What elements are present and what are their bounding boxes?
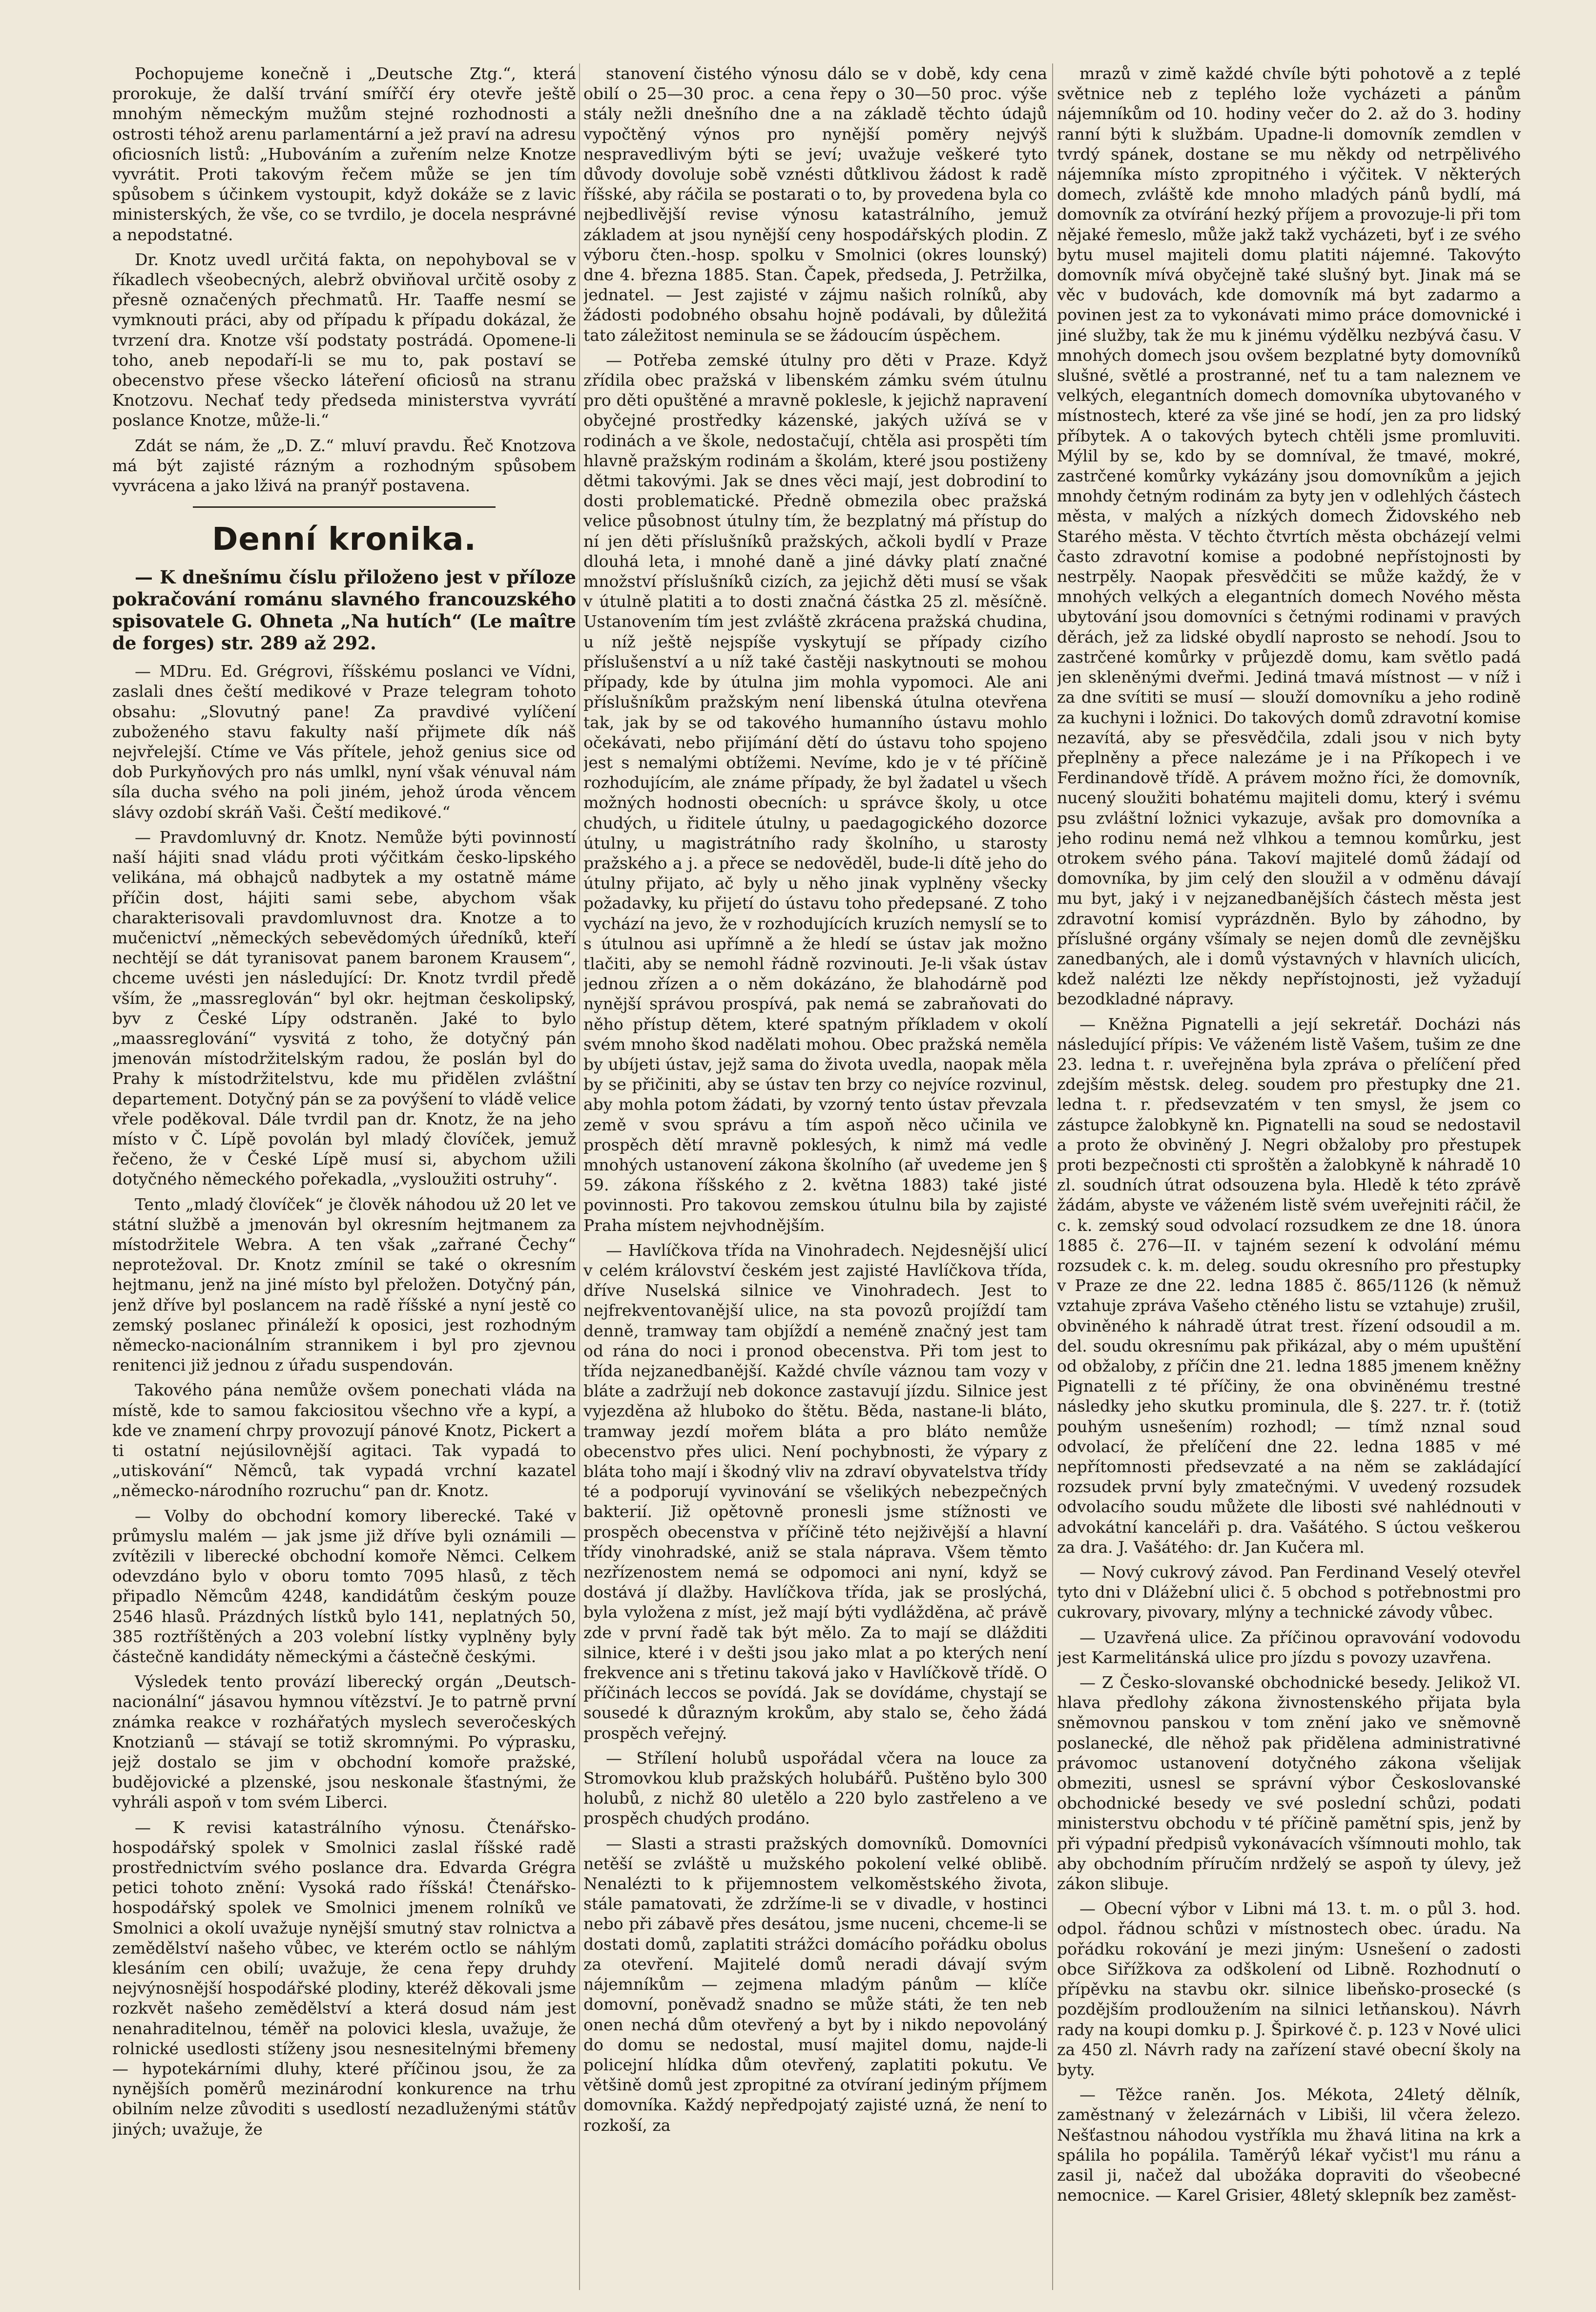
paragraph: — Uzavřená ulice. Za příčinou opravování vodovodu jest Karmelitánská ulice pro jízdu s povozy uzavřena. [1057,1627,1521,1667]
paragraph: Výsledek tento provází liberecký orgán „Deutsch-nacionální“ jásavou hymnou vítězství. Je to patrně první známka reakce v rozhářatých myslech severočeských Knotzianů — stávají se totiž skromnými. Po výprasku, jejž dostalo se jim v obchodní komoře pražské, budějovické a plzenské, jsou neskonale šťastnými, že vyhráli aspoň v tom svém Liberci. [112,1672,576,1812]
column-rule [1052,63,1053,2290]
paragraph: mrazů v zimě každé chvíle býti pohotově a z teplé světnice neb z teplého lože vycházeti a pánům nájemníkům od 10. hodiny večer do 2. až do 3. hodiny ranní býti k službám. Upadne-li domovník zemdlen v tvrdý spánek, dostane se mu někdy od netrpělivého nájemníka místo zpropitného i výčitek. V některých domech, zvláště kde mnoho mladých pánů bydlí, má domovník za otvírání hezký příjem a provozuje-li při tom nějaké řemeslo, může jakž takž vycházeti, byť i ze svého bytu musel majiteli domu platiti nájemné. Takovýto domovník mívá obyčejně také slušný byt. Jinak má se věc v budovách, kde domovník má byt zadarmo a povinen jest za to vykonávati mimo práce domovnické i jiné služby, tak že mu k jinému výdělku nezbývá času. V mnohých domech jsou ovšem bezplatné byty domovníků slušné, světlé a prostranné, neť tu a tam naleznem ve velkých, elegantních domech domovníka ubytovaného v místnostech, které za vše jiné se hodí, jen za pro lidský příbytek. A o takových bytech chtěli jsme promluviti. Mýlil by se, kdo by se domníval, že tmavé, mokré, zastrčené komůrky vykázány jsou domovníkům a jejich mnohdy četným rodinám za byty jen v odlehlých částech města, v malých a nízkých domech Židovského neb Starého města. V těchto čtvrtích města obcházejí velmi často zdravotní komise a podobné nepřístojnosti by nestrpěly. Naopak přesvědčiti se může každý, že v mnohých velkých a elegantních domech Nového města ubytování jsou domovníci s četnými rodinami v pravých děrách, jež za lidské obydlí naprosto se nehodí. Jsou to zastrčené komůrky v průjezdě domu, kam světlo padá jen skleněnými dveřmi. Jediná tmavá místnost — v níž i za dne svítiti se musí — slouží domovníku a jeho rodině za kuchyni i ložnici. Do takových domů zdravotní komise nezavítá, aby se přesvědčila, zdali jsou v nich byty přeplněny a přece nalezáme je i na Příkopech i ve Ferdinandově třídě. A právem možno říci, že domovník, nucený sloužiti bohatému majiteli domu, který i svému psu zvláštní ložnici vykazuje, avšak pro domovníka a jeho rodinu nemá než vlhkou a temnou komůrku, jest otrokem svého pána. Takoví majitelé domů žádají od domovníka, by jim celý den sloužil a v odměnu dávají mu byt, jaký i v nejzanedbanějších částech města jest zdravotní komisí vyprázdněn. Bylo by záhodno, by příslušné orgány všímaly se nejen domů dle zevnějšku zanedbaných, ale i domů výstavných v hlavních ulicích, kdež nalézti lze někdy nepřístojnosti, jež vyžadují bezodkladné nápravy. [1057,64,1521,1009]
paragraph: Zdát se nám, že „D. Z.“ mluví pravdu. Řeč Knotzova má být zajisté rázným a rozhodným spůsobem vyvrácena a jako lživá na pranýř postavena. [112,436,576,496]
column-rule [579,63,580,2290]
paragraph: Dr. Knotz uvedl určitá fakta, on nepohyboval se v říkadlech všeobecných, alebrž obviňoval určitě osoby z přesně označených přechmatů. Hr. Taaffe nesmí se vymknouti práci, aby od případu k případu dokázal, že tvrzení dra. Knotze vší podstaty postrádá. Opomene-li toho, aneb nepodaří-li se mu to, pak postaví se obecenstvo přese všecko láteření oficiosů na stranu Knotzovu. Nechať tedy předseda ministerstva vyvrátí poslance Knotze, může-li.“ [112,250,576,430]
paragraph: Pochopujeme konečně i „Deutsche Ztg.“, která prorokuje, že další trvání smířčí éry otevře ještě mnohým německým mužům stejné rozhodnosti a ostrosti téhož arenu parlamentární a jež praví na adresu oficiosních listů: „Hubováním a zuřením nelze Knotze vyvrátit. Proti takovým řečem může se jen tím spůsobem s účinkem vystoupit, když dokáže se z lavic ministerských, že vše, co se tvrdilo, je docela nesprávné a nepodstatné. [112,64,576,244]
paragraph: — Pravdomluvný dr. Knotz. Nemůže býti povinností naší hájiti snad vládu proti výčitkám česko-lipského velikána, má obhajců nadbytek a my ostatně máme příčin dost, hájiti sami sebe, abychom však charakterisovali pravdomluvnost dra. Knotze a to mučenictví „německých sebevědomých úředníků, kteří nechtějí se dát tyranisovat panem baronem Krausem“, chceme uvésti jen následující: Dr. Knotz tvrdil předě vším, že „massreglován“ byl okr. hejtman českolipský, byv z České Lípy odstraněn. Jaké to bylo „maassreglování“ vysvitá z toho, že dotyčný pán jmenován místodržitelským radou, že poslán byl do Prahy k místodržitelstvu, kde mu přidělen zvláštní departement. Dotyčný pán se za povýšení to vládě velice vřele poděkoval. Dále tvrdil pan dr. Knotz, že na jeho místo v Č. Lípě povolán byl mladý človíček, jemuž řečeno, že v České Lípě musí si, abychom užili dotyčného německého pořekadla, „vysloužiti ostruhy“. [112,827,576,1189]
column-3 [1057,63,1521,2290]
section-divider [193,506,496,508]
paragraph: — Nový cukrový závod. Pan Ferdinand Veselý otevřel tyto dni v Dlážební ulici č. 5 obchod s potřebnostmi pro cukrovary, pivovary, mlýny a technické závody vůbec. [1057,1562,1521,1622]
paragraph: — Kněžna Pignatelli a její sekretář. Docházi nás následující přípis: Ve váženém listě Vašem, tušim ze dne 23. ledna t. r. uveřejněna byla zpráva o přelíčení před zdejším městsk. deleg. soudem pro přestupky dne 21. ledna t. r. předsevzatém v ten smysl, že jsem co zástupce žalobkyně kn. Pignatelli na soud se nedostavil a proto že obviněný J. Negri obžaloby pro přestupek proti bezpečnosti cti sproštěn a žalobkyně k náhradě 10 zl. soudních útrat odsouzena byla. Hledě k této zprávě žádám, abyste ve váženém listě svém uveřejniti ráčil, že c. k. zemský soud odvolací rozsudkem ze dne 18. února 1885 č. 276—II. v tajném sezení k odvolání mému rozsudek c. k. m. deleg. soudu okresního pro přestupky v Praze ze dne 22. ledna 1885 č. 865/1126 (k němuž vztahuje zpráva Vašeho ctěného listu se vztahuje) zrušil, obviněného k náhradě útrat trest. řízení odsoudil a m. del. soudu okresnímu pak přikázal, aby o mém upuštění od obžaloby, z příčin dne 21. ledna 1885 jmenem kněžny Pignatelli z té příčiny, že ona obviněnému trestné následky jeho skutku prominula, dle §. 227. tr. ř. (totiž pouhým usnešením) rozhodl; — tímž nznal soud odvolací, že přelíčení dne 22. ledna 1885 v mé nepřítomnosti předsevzaté a na něm se zakládající rozsudek první byly zmatečnými. V uvedený rozsudek odvolacího soudu můžete dle libosti své nahlédnouti v advokátní kanceláři p. dra. Vašátého. S úctou veškerou za dra. J. Vašátého: dr. Jan Kučera ml. [1057,1014,1521,1557]
paragraph: Takového pána nemůže ovšem ponechati vláda na místě, kde to samou fakciositou všechno vře a kypí, a kde ve znamení chrpy provozují pánové Knotz, Pickert a ti ostatní nejúsilovnější agitaci. Tak vypadá to „utiskování“ Němců, tak vypadá vrchní kazatel „německo-národního rozruchu“ pan dr. Knotz. [112,1380,576,1500]
lead-notice: — K dnešnímu číslu přiloženo jest v příloze pokračování románu slavného francouzského spisovatele G. Ohneta „Na hutích“ (Le maître de forges) str. 289 až 292. [112,566,576,654]
paragraph: — Havlíčkova třída na Vinohradech. Nejdesnější ulicí v celém království českém jest zajisté Havlíčkova třída, dříve Nuselská silnice ve Vinohradech. Jest to nejfrekventovanější ulice, na sta povozů projíždí tam denně, tramway tam objíždí a neméně značný jest tam od rána do noci i pronod obecenstva. Při tom jest to třída nejzanedbanější. Každé chvíle váznou tam vozy v bláte a zadržují neb dokonce zastavují jízdu. Silnice jest vyjezděna až hluboko do štětu. Běda, nastane-li bláto, tramway jezdí mořem bláta a pro bláto nemůže obecenstvo přes ulici. Není pochybnosti, že výpary z bláta toho mají i škodný vliv na zdraví obyvatelstva třídy té a podporují vyvinování se všelikých nebezpečných bakterií. Již opětovně pronesli jsme stížnosti ve prospěch obecenstva v příčině této nejživější a hlavní třídy vinohradské, aniž se stala náprava. Všem těmto nezřízenostem nemá se odpomoci ani nyní, když se dostává jí dlažby. Havlíčkova třída, jak se proslýchá, byla vyložena z míst, jež mají býti vydlážděna, ač právě zde v první řadě tak být mělo. Za to mají se dlážditi silnice, které i v dešti jsou jako mlat a po kterých není frekvence ani s třetinu taková jako v Havlíčkově třídě. O příčinách leccos se povídá. Jak se dovídáme, chystají se sousedé k důrazným krokům, aby stalo se, čeho žádá prospěch veřejný. [583,1240,1047,1743]
paragraph: — Z Česko-slovanské obchodnické besedy. Jelikož VI. hlava předlohy zákona živnostenského přijata byla sněmovnou panskou v tom znění jako ve sněmovně poslanecké, dle něhož pak přidělena administrativné právomoc ustanovení dotyčného zákona všelijak obmeziti, usnesl se správní výbor Českoslovanské obchodnické besedy ve své poslední schůzi, podati ministerstvu obchodu v té příčině pamětní spis, jenž by při výpadní předpisů vykonávacích všímnouti mohlo, tak aby obchodním příručím nrdželý se aspoň ty úlevy, jež zákon slibuje. [1057,1673,1521,1894]
paragraph: stanovení čistého výnosu dálo se v době, kdy cena obilí o 25—30 proc. a cena řepy o 30—50 proc. výše stály nežli dnešního dne a na základě těchto údajů vypočtěný výnos pro nynější poměry nejvýš nespravedlivým býti se jeví; uvažuje veškeré tyto důvody dovoluje sobě vznésti důtklivou žádost k radě říšské, aby ráčila se postarati o to, by provedena byla co nejbedlivější revise výnosu katastrálního, jemuž základem at jsou nynější ceny hospodářských plodin. Z výboru čten.-hosp. spolku v Smolnici (okres lounský) dne 4. března 1885. Stan. Čapek, předseda, J. Petržilka, jednatel. — Jest zajisté v zájmu našich rolníků, aby žádosti podobného obsahu hojně podávali, by důležitá tato záležitost neminula se se žádoucím úspěchem. [583,64,1047,345]
paragraph: — Těžce raněn. Jos. Mékota, 24letý dělník, zaměstnaný v železárnách v Libiši, lil včera železo. Nešťastnou náhodou vystříkla mu žhavá litina na krk a spálila ho popálila. Taměrýů lékař vyčist'l mu ránu a zasil ji, načež dal ubožáka dopraviti do všeobecné nemocnice. — Karel Grisier, 48letý sklepník bez zaměst- [1057,2085,1521,2205]
paragraph: Tento „mladý človíček“ je člověk náhodou už 20 let ve státní službě a jmenován byl okresním hejtmanem za místodržitele Webra. A ten však „zařrané Čechy“ neprotežoval. Dr. Knotz zmínil se také o okresním hejtmanu, jenž na jiné místo byl přeložen. Dotyčný pán, jenž dříve byl poslancem na radě říšské a nyní jestě co zemský poslanec přináleží k oposici, jest rozhodným německo-nacionálním strannikem i byl pro zjevnou renitenci již jednou z úřadu suspendován. [112,1194,576,1375]
column-2 [583,63,1047,2290]
paragraph: — Potřeba zemské útulny pro děti v Praze. Když zřídila obec pražská v libenském zámku svém útulnu pro děti opuštěné a mravně poklesle, k jejichž napravení obyčejné prostředky kázenské, jakých užívá se v rodinách a ve škole, nedostačují, chtěla asi prospěti tím hlavně pražským rodinám a školám, které jsou postiženy dětmi takovými. Jak se dnes věci mají, jest dobrodiní to dosti problematické. Předně obmezila obec pražská velice působnost útulny tím, že bezplatný má přístup do ní jen děti příslušníků pražských, ačkoli bydlí v Praze dlouhá leta, i mnohé daně a jiné dávky platí značné množství příslušníků cizích, za jejichž děti musí se však v útulně platiti a to dosti značná částka 25 zl. měsíčně. Ustanovením tím jest zvláště zkrácena pražská chudina, u níž ještě nejspíše vyskytují se případy cizího příslušenství a u níž také častěji naskytnouti se mohou případy, kde by útulna jim mohla vypomoci. Ale ani příslušníkům pražským není libenská útulna otevřena tak, jak by se od takového humanního ústavu mohlo očekávati, nebo přijímání dětí do ústavu toho spojeno jest s nemalými obtížemi. Nevíme, kdo je v té příčině rozhodujícím, ale známe případy, že byl žadatel u všech možných hodnosti obecních: u správce školy, u otce chudých, u řiditele útulny, u paedagogického dozorce útulny, u magistrátního rady školního, u starosty pražského a j. a přece se nedověděl, bude-li dítě jeho do útulny přijato, ač byly u něho jinak vyplněny všecky požadavky, ku přijetí do ústavu toho předepsané. Z toho vychází na jevo, že v rozhodujících kruzích nemyslí se to s útulnou asi upřímně a že hledí se ústav jak možno tlačiti, aby se nemohl řádně rozvinouti. Je-li však ústav jednou zřízen a o něm dokázáno, že blahodárně pod nynější správou prospívá, pak nemá se zabraňovati do něho přístup dětem, které spatným příkladem v okolí svém mnoho škod nadělati mohou. Obec pražská neměla by ubíjeti ústav, jejž sama do života uvedla, naopak měla by se přičiniti, aby se ústav ten brzy co nejvíce rozvinul, aby mohla potom žádati, by vzorný tento ústav převzala země v svou správu a tím aspoň něco učinila ve prospěch dětí mravně poklesých, k nimž má vedle mnohých ustanovení zákona školního (ař uvedeme jen § 59. zákona říšského z 2. května 1883) také jisté povinnosti. Pro takovou zemskou útulnu bila by zajisté Praha místem nejvhodnějším. [583,350,1047,1235]
paragraph: — MDru. Ed. Grégrovi, říšskému poslanci ve Vídni, zaslali dnes čeští medikové v Praze telegram tohoto obsahu: „Slovutný pane! Za pravdivé vylíčení zuboženého stavu fakulty naší přijmete dík náš nejvřelejší. Ctíme ve Vás přítele, jehož genius sice od dob Purkyňových pro nás umlkl, nyní však vénuval nám síla ducha svého na poli jiném, jehož úroda věncem slávy ozdobí skráň Vaši. Čeští medikové.“ [112,662,576,822]
paragraph: — K revisi katastrálního výnosu. Čtenářsko-hospodářský spolek v Smolnici zaslal říšské radě prostřednictvím svého poslance dra. Edvarda Grégra petici tohoto znění: Vysoká rado říšská! Čtenářsko-hospodářský spolek ve Smolnici jmenem rolníků ve Smolnici a okolí uvažuje nynější smutný stav rolnictva a zemědělství našeho vůbec, ve kterém octlo se náhlým klesáním cen obilí; uvažuje, že cena řepy druhdy nejvýnosnější hospodářské plodiny, kteréž děkovali jsme rozkvět našeho zemědělství a která dosud nám jest nenahraditelnou, téměř na polovici klesla, uvažuje, že rolnické usedlosti stíženy jsou nesnesitelnými břemeny — hypotekárními dluhy, které příčinou jsou, že za nynějších poměrů mezinárodní konkurence na trhu obilním nelze zůvoditi s usedlostí nezadluženými státův jiných; uvažuje, že [112,1817,576,2139]
paragraph: — Obecní výbor v Libni má 13. t. m. o půl 3. hod. odpol. řádnou schůzi v místnostech obec. úradu. Na pořádku rokování je mezi jiným: Usnešení o zadosti obce Siřížkova za odškolení od Libně. Rozhodnutí o přípěvku na stavbu okr. silnice libeňsko-prosecké (s pozdějším prodloužením na silnici letňanskou). Návrh rady na koupi domku p. J. Špirkové č. p. 123 v Nové ulici za 450 zl. Návrh rady na zařízení stavé obecní školy na byty. [1057,1899,1521,2079]
column-1 [112,63,576,2290]
paragraph: — Slasti a strasti pražských domovníků. Domovníci netěší se zvláště u mužského pokolení velké oblibě. Nenalézti to k přijemnostem velkoměstského života, stále pamatovati, že zdržíme-li se v divadle, v hostinci nebo při zábavě přes desátou, jsme nuceni, chceme-li se dostati domů, zaplatiti strážci domácího pořádku obolus za otevření. Majitelé domů neradi dávají svým nájemníkům — zejmena mladým pánům — klíče domovní, poněvadž snadno se může státi, že ten neb onen nechá dům otevřený a byt by i nikdo nepovoláný do domu se nedostal, musí majitel domu, najde-li policejní hlídka dům otevřený, zaplatiti pokutu. Ve většině domů jest zpropitné za otvíraní jediným příjmem domovníka. Každý nepředpojatý zajisté uzná, že není to rozkoší, za [583,1833,1047,2135]
paragraph: — Volby do obchodní komory liberecké. Také v průmyslu malém — jak jsme již dříve byli oznámili — zvítězili v liberecké obchodní komoře Němci. Celkem odevzdáno bylo v oboru tomto 7095 hlasů, z těch připadlo Němcům 4248, kandidátům českým pouze 2546 hlasů. Prázdných lístků bylo 141, neplatných 50, 385 roztříštěných a 203 volební lístky vyplněny byly částečně kandidáty německými a částečně českými. [112,1506,576,1666]
section-title: Denní kronika. [212,521,477,558]
paragraph: — Střílení holubů uspořádal včera na louce za Stromovkou klub pražských holubářů. Puštěno bylo 300 holubů, z nichž 80 uletělo a 220 bylo zastřeleno a ve prospěch chudých prodáno. [583,1748,1047,1828]
